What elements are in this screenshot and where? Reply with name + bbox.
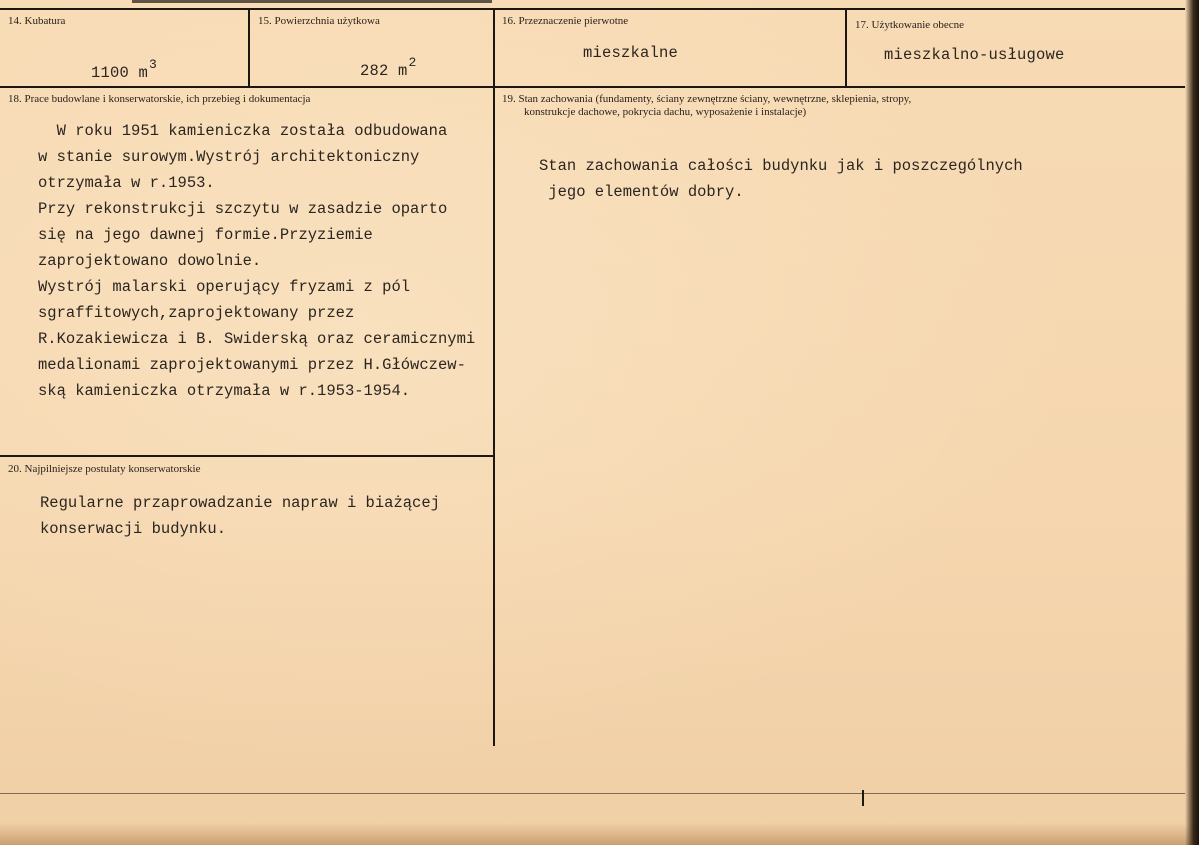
- divider-16-17: [845, 8, 847, 88]
- text-line: w stanie surowym.Wystrój architektoniczny: [38, 148, 420, 166]
- stray-mark: [862, 790, 864, 806]
- field-18-text: [38, 118, 475, 404]
- text-line: Przy rekonstrukcji szczytu w zasadzie oparto: [38, 200, 448, 218]
- text-line: R.Kozakiewicza i B. Swiderską oraz ceramicznymi: [38, 330, 476, 348]
- top-fragment-rule: [132, 0, 492, 3]
- field-19-label-line1: 19. Stan zachowania (fundamenty, ściany zewnętrzne ściany, wewnętrzne, sklepienia, stropy,: [502, 93, 912, 105]
- field-20-text: [40, 490, 440, 542]
- area-unit-exponent: 2: [408, 55, 417, 70]
- text-line: Stan zachowania całości budynku jak i poszczególnych: [539, 157, 1023, 175]
- text-line: zaprojektowano dowolnie.: [38, 252, 262, 270]
- field-19-label-line2: konstrukcje dachowe, pokrycia dachu, wyposażenie i instalacje): [524, 106, 807, 118]
- divider-15-16: [493, 8, 495, 88]
- divider-18-19: [493, 86, 495, 746]
- bottom-rule: [0, 793, 1185, 794]
- cubature-unit-exponent: 3: [149, 57, 158, 72]
- field-16-value: mieszkalne: [583, 44, 679, 62]
- divider-14-15: [248, 8, 250, 88]
- field-15-value: [322, 44, 417, 98]
- usable-area-value: 282 m: [360, 62, 408, 80]
- field-14-label: 14. Kubatura: [8, 15, 66, 27]
- text-line: sgraffitowych,zaprojektowany przez: [38, 304, 355, 322]
- text-line: Regularne przaprowadzanie napraw i biażącej: [40, 494, 440, 512]
- top-rule: [0, 8, 1185, 10]
- text-line: medalionami zaprojektowanymi przez H.Główczew-: [38, 356, 466, 374]
- text-line: konserwacji budynku.: [40, 520, 227, 538]
- header-row-rule: [0, 86, 1185, 88]
- field-15-label: 15. Powierzchnia użytkowa: [258, 15, 380, 27]
- field-14-value: [53, 46, 157, 100]
- right-edge-shadow: [1185, 0, 1199, 845]
- text-line: otrzymała w r.1953.: [38, 174, 215, 192]
- section20-rule: [0, 455, 494, 457]
- field-17-label: 17. Użytkowanie obecne: [855, 19, 965, 31]
- field-17-value: mieszkalno-usługowe: [884, 46, 1065, 64]
- field-18-label: 18. Prace budowlane i konserwatorskie, ich przebieg i dokumentacja: [8, 93, 311, 105]
- cubature-value: 1100 m: [91, 64, 149, 82]
- text-line: Wystrój malarski operujący fryzami z pól: [38, 278, 411, 296]
- field-20-label: 20. Najpilniejsze postulaty konserwatorskie: [8, 463, 201, 475]
- field-19-text: [539, 153, 1023, 205]
- text-line: jego elementów dobry.: [539, 183, 744, 201]
- bottom-edge-shadow: [0, 823, 1199, 845]
- field-16-label: 16. Przeznaczenie pierwotne: [502, 15, 629, 27]
- text-line: ską kamieniczka otrzymała w r.1953-1954.: [38, 382, 411, 400]
- text-line: W roku 1951 kamieniczka została odbudowana: [38, 122, 448, 140]
- text-line: się na jego dawnej formie.Przyziemie: [38, 226, 373, 244]
